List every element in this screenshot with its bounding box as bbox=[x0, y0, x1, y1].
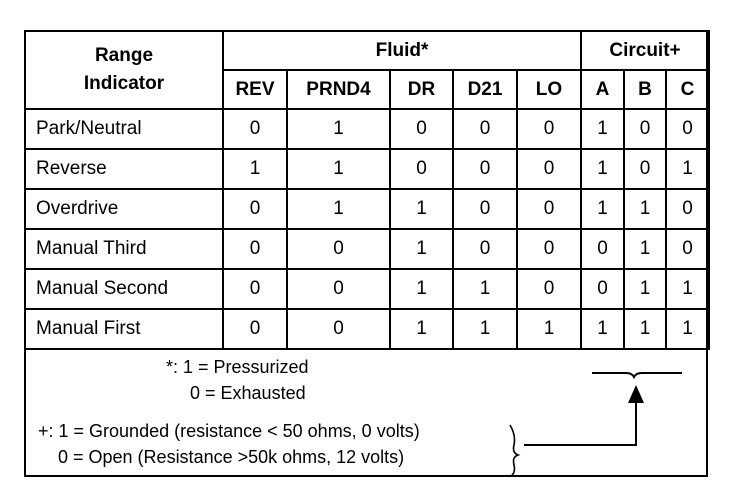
table-cell: 0 bbox=[517, 269, 581, 309]
table-cell: 0 bbox=[453, 229, 517, 269]
table-row bbox=[25, 229, 709, 269]
table-cell: 0 bbox=[581, 269, 624, 309]
arrow-head bbox=[628, 385, 644, 403]
table-cell: 1 bbox=[287, 189, 390, 229]
table-cell: 1 bbox=[666, 269, 709, 309]
table-cell: 1 bbox=[453, 269, 517, 309]
table-row bbox=[25, 269, 709, 309]
legend-notes bbox=[24, 345, 708, 477]
column-header-dr: DR bbox=[390, 70, 453, 109]
circuit-note-grounded: +: 1 = Grounded (resistance < 50 ohms, 0 volts) bbox=[38, 421, 420, 441]
table-cell: 1 bbox=[581, 109, 624, 149]
table-cell: 0 bbox=[624, 149, 666, 189]
table-cell: 0 bbox=[223, 229, 287, 269]
column-header-rev: REV bbox=[223, 70, 287, 109]
table-cell: 1 bbox=[287, 109, 390, 149]
table-cell: 0 bbox=[517, 229, 581, 269]
table-cell: 1 bbox=[666, 309, 709, 349]
table-cell: 0 bbox=[223, 109, 287, 149]
table-row bbox=[25, 309, 709, 349]
table-cell: 1 bbox=[517, 309, 581, 349]
table-cell: 1 bbox=[390, 309, 453, 349]
table-cell: 1 bbox=[581, 189, 624, 229]
table-cell: 0 bbox=[223, 309, 287, 349]
table-cell: 0 bbox=[666, 229, 709, 269]
table-cell: 0 bbox=[517, 109, 581, 149]
table-cell: 0 bbox=[581, 229, 624, 269]
column-header-prnd4: PRND4 bbox=[287, 70, 390, 109]
fluid-group-header: Fluid* bbox=[223, 31, 581, 70]
table-cell: 1 bbox=[666, 149, 709, 189]
table-cell: 1 bbox=[390, 269, 453, 309]
table-cell: 0 bbox=[453, 189, 517, 229]
table-cell: 1 bbox=[390, 229, 453, 269]
row-label: Overdrive bbox=[25, 189, 223, 229]
range-header-line1: Range bbox=[94, 45, 154, 66]
column-header-a: A bbox=[581, 70, 624, 109]
row-label: Reverse bbox=[25, 149, 223, 189]
column-header-b: B bbox=[624, 70, 666, 109]
table-cell: 1 bbox=[624, 189, 666, 229]
arrow-line bbox=[524, 401, 636, 445]
table-cell: 0 bbox=[390, 109, 453, 149]
circuit-note-brace bbox=[510, 425, 518, 477]
range-header-line2: Indicator bbox=[83, 73, 165, 94]
circuit-note-connector bbox=[24, 345, 708, 477]
table-cell: 0 bbox=[624, 109, 666, 149]
table-cell: 0 bbox=[517, 189, 581, 229]
fluid-note-exhausted: 0 = Exhausted bbox=[190, 383, 306, 403]
table-cell: 0 bbox=[453, 109, 517, 149]
table-cell: 0 bbox=[287, 229, 390, 269]
table-cell: 0 bbox=[223, 269, 287, 309]
table-row bbox=[25, 189, 709, 229]
table-row bbox=[25, 149, 709, 189]
table-cell: 1 bbox=[624, 309, 666, 349]
row-label: Manual Second bbox=[25, 269, 223, 309]
table-cell: 0 bbox=[287, 269, 390, 309]
table-cell: 1 bbox=[223, 149, 287, 189]
table-cell: 0 bbox=[453, 149, 517, 189]
table-cell: 0 bbox=[666, 109, 709, 149]
table-cell: 0 bbox=[390, 149, 453, 189]
table-cell: 0 bbox=[666, 189, 709, 229]
circuit-group-header: Circuit+ bbox=[581, 31, 709, 70]
row-label: Manual Third bbox=[25, 229, 223, 269]
table-cell: 1 bbox=[581, 309, 624, 349]
circuit-columns-brace bbox=[592, 373, 682, 377]
table-cell: 1 bbox=[624, 229, 666, 269]
table-row bbox=[25, 109, 709, 149]
table-cell: 1 bbox=[390, 189, 453, 229]
range-indicator-header bbox=[25, 31, 223, 109]
table-cell: 1 bbox=[581, 149, 624, 189]
table-cell: 1 bbox=[624, 269, 666, 309]
range-indicator-table bbox=[24, 30, 710, 350]
column-header-c: C bbox=[666, 70, 709, 109]
row-label: Park/Neutral bbox=[25, 109, 223, 149]
table-cell: 1 bbox=[453, 309, 517, 349]
table-cell: 1 bbox=[287, 149, 390, 189]
table-cell: 0 bbox=[517, 149, 581, 189]
column-header-d21: D21 bbox=[453, 70, 517, 109]
table-cell: 0 bbox=[287, 309, 390, 349]
table-cell: 0 bbox=[223, 189, 287, 229]
row-label: Manual First bbox=[25, 309, 223, 349]
circuit-note-open: 0 = Open (Resistance >50k ohms, 12 volts) bbox=[58, 447, 405, 467]
fluid-note-pressurized: *: 1 = Pressurized bbox=[166, 357, 309, 377]
column-header-lo: LO bbox=[517, 70, 581, 109]
